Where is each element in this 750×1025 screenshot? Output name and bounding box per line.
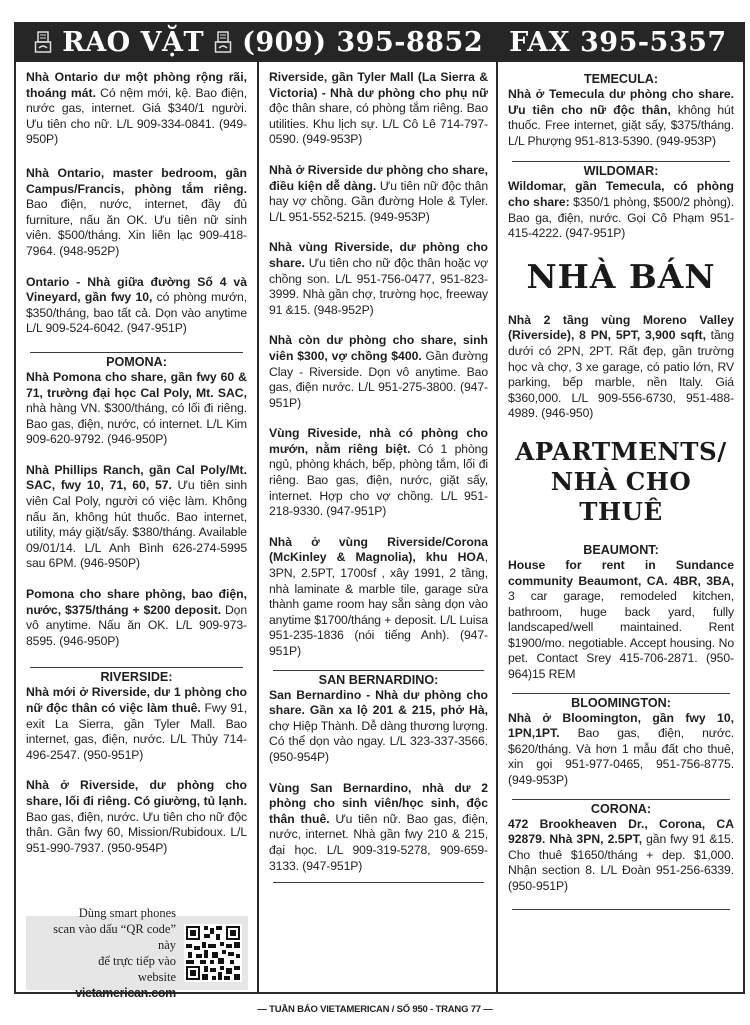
fax-machine-icon	[34, 30, 52, 54]
section-title-wildomar: WILDOMAR:	[583, 164, 659, 179]
classified-ad: Vùng San Bernardino, nhà dư 2 phòng cho sinh viên/học sinh, độc thân thuê. Ưu tiên nữ. Bao gas, điện, nước, internet. Nhà gần fwy 210 & 215, đại học. L/L 909-319-5278, 909-659-3133. (947-951P)	[269, 780, 488, 873]
page-header	[14, 22, 745, 62]
classified-ad: San Bernardino - Nhà dư phòng cho share. Gần xa lộ 201 & 215, phở Hà, chợ Hiệp Thành. Dễ dàng thương lượng. Có thể dọn vào ngay. L/L 323-337-3566. (950-954P)	[269, 687, 488, 764]
column-2	[257, 62, 497, 992]
header-fax: FAX 395-5357	[509, 26, 727, 58]
classified-ad: Nhà vùng Riverside, dư phòng cho share. Ưu tiên cho nữ độc thân hoặc vợ chồng son. L/L 951-756-0477, 951-823-3999. Nhà gần chợ, trường học, freeway 91 &15. (948-952P)	[269, 240, 488, 317]
classified-ad: Nhà ở vùng Riverside/Corona (McKinley & Magnolia), khu HOA, 3PN, 2.5PT, 1700sf , xây 1991, 2 tầng, nhà laminate & marble tile, garage sửa thành game room hay sẵn sàng dọn vào anytime $1700/tháng + deposit. L/L Luisa 951-235-1836 (nói tiếng Anh). (947-951P)	[269, 534, 488, 658]
classified-ad: Nhà ở Temecula dư phòng cho share. Ưu tiên cho nữ độc thân, không hút thuốc. Free internet, giặt sấy, $375/tháng. L/L Phượng 951-813-5390. (949-953P)	[508, 87, 734, 148]
fax-machine-icon	[214, 30, 232, 54]
classified-ad: Nhà còn dư phòng cho share, sinh viên $300, vợ chồng $400. Gần đường Clay - Riverside. Dọn vô anytime. Bao gas, điện nước. L/L 951-275-3800. (947-951P)	[269, 333, 488, 410]
heading-nha-ban: NHÀ BÁN	[526, 256, 716, 296]
website-link[interactable]: vietamerican.com	[75, 986, 176, 1000]
section-divider	[30, 667, 243, 668]
section-title-pomona: POMONA:	[106, 354, 167, 369]
classified-ad: Nhà Ontario dư một phòng rộng rãi, thoáng mát. Có nệm mới, kệ. Bao điện, nước gas, internet. Giá $340/1 người. Ưu tiên cho nữ. L/L 909-334-0841. (949-950P)	[26, 70, 247, 147]
classified-ad: Nhà Ontario, master bedroom, gần Campus/Francis, phòng tắm riêng. Bao điện, nước, internet, đầy đủ furniture, nấu ăn OK. Ưu tiên nữ sinh viên. $500/tháng. Xin liên lạc 909-418-7964. (948-952P)	[26, 165, 247, 258]
classified-ad: 472 Brookheaven Dr., Corona, CA 92879. Nhà 3PN, 2.5PT, gần fwy 91 &15. Cho thuê $1650/tháng + dep. $1,000. Nhận section 8. L/L Đoàn 951-256-6339. (950-951P)	[508, 816, 734, 893]
qr-code-icon	[184, 924, 242, 982]
section-title-bloomington: BLOOMINGTON:	[571, 695, 671, 710]
qr-promo-text: Dùng smart phones scan vào dấu “QR code” này để trực tiếp vào website vietamerican.com	[53, 906, 176, 1000]
column-3	[496, 62, 743, 992]
section-divider	[273, 882, 484, 883]
qr-promo-box	[26, 906, 248, 1000]
section-divider	[512, 799, 730, 800]
classified-ad: Pomona cho share phòng, bao điện, nước, $375/tháng + $200 deposit. Dọn vô anytime. Nấu ăn OK. L/L 909-973-8595. (946-950P)	[26, 587, 248, 648]
classified-ad: Riverside, gần Tyler Mall (La Sierra & Victoria) - Nhà dư phòng cho phụ nữ độc thân share, có phòng tắm riêng. Bao utilities. Khu lịch sự. L/L Cô Lê 714-797-0590. (949-953P)	[269, 70, 488, 147]
section-title-temecula: TEMECULA:	[583, 72, 659, 86]
classified-ad: Nhà Phillips Ranch, gần Cal Poly/Mt. SAC, fwy 10, 71, 60, 57. Ưu tiên sinh viên Cal Poly, người có việc làm. Không nấu ăn, không hút thuốc. Bao internet, utility, máy giặt/sấy. $380/tháng. Available 09/01/14. L/L Anh Bình 626-274-5995 sau 6PM. (946-950P)	[26, 462, 247, 571]
page-footer: — TUẦN BÁO VIETAMERICAN / SỐ 950 - TRANG 77 —	[257, 1004, 493, 1015]
section-title-san-bernardino: SAN BERNARDINO:	[318, 672, 439, 687]
classified-ad: Nhà Pomona cho share, gần fwy 60 & 71, trường đại học Cal Poly, Mt. SAC, nhà hàng VN. $300/tháng, có lối đi riêng. Bao gas, điện, nước, có internet. L/L Kim 909-620-9792. (946-950P)	[26, 369, 247, 447]
section-divider	[512, 161, 730, 162]
classified-ad: Nhà ở Bloomington, gần fwy 10, 1PN,1PT. Bao gas, điện, nước. $620/tháng. Và hơn 1 mẫu đất cho thuê, xin gọi 951-977-0465, 951-756-8775. (949-953P)	[508, 710, 734, 788]
classified-ad: Vùng Riveside, nhà có phòng cho mướn, nằm riêng biệt. Có 1 phòng ngủ, phòng khách, bếp, phòng tắm, lối đi riêng. Bao gas, điện, nước, giặt sấy, internet. Hợp cho vợ chồng. L/L 951-218-9330. (947-951P)	[269, 426, 488, 519]
section-divider	[30, 352, 243, 353]
section-divider	[512, 693, 730, 694]
section-divider	[273, 670, 484, 671]
section-title-corona: CORONA:	[590, 801, 652, 816]
section-title-riverside: RIVERSIDE:	[100, 670, 173, 685]
section-title-beaumont: BEAUMONT:	[583, 542, 659, 557]
classified-ad: House for rent in Sundance community Beaumont, CA. 4BR, 3BA, 3 car garage, remodeled kitchen, bathroom, huge back yard, fully landscaped/well maintained. Rent $1900/mo. negotiable. Accept housing. No pet. Contact Srey 415-706-2871. (950-964)15 REM	[508, 557, 734, 682]
section-divider	[512, 909, 730, 910]
classified-ad: Nhà mới ở Riverside, dư 1 phòng cho nữ độc thân có việc làm thuê. Fwy 91, exit La Sierra, gần Tyler Mall. Bao internet, gas, điện, nước. L/L Thủy 714-496-2547. (950-951P)	[26, 685, 247, 762]
classified-ad: Nhà ở Riverside dư phòng cho share, điều kiện dễ dàng. Ưu tiên nữ độc thân hay vợ chồng. Gần đường Hole & Tyler. L/L 951-552-5215. (949-953P)	[269, 162, 488, 224]
header-phone: (909) 395-8852	[242, 26, 484, 58]
classified-ad: Nhà 2 tầng vùng Moreno Valley (Riverside), 8 PN, 5PT, 3,900 sqft, tầng dưới có 2PN, 2PT. Rất đẹp, gần trường học và chợ, 3 xe garage, có patio lớn, RV parking, bếp marble, nền Italy. Giá $360,000. L/L 909-556-6730, 951-488-4989. (946-950)	[508, 312, 735, 421]
column-1	[16, 62, 256, 992]
header-title: RAO VẶT	[62, 26, 205, 58]
classified-ad: Wildomar, gần Temecula, có phòng cho share: $350/1 phòng, $500/2 phòng). Bao ga, điện, nước. Gọi Cô Phạm 951-415-4222. (947-951P)	[508, 179, 734, 241]
classified-ad: Ontario - Nhà giữa đường Số 4 và Vineyard, gần fwy 10, có phòng mướn, $350/tháng, bao tất cả. Dọn vào anytime L/L 909-524-6042. (947-951P)	[26, 274, 247, 336]
heading-apartments: APARTMENTS/ NHÀ CHO THUÊ	[515, 436, 727, 526]
classified-ad: Nhà ở Riverside, dư phòng cho share, lối đi riêng. Có giường, tủ lạnh. Bao gas, điện, nước. Ưu tiên cho nữ độc thân. Gần fwy 60, Mission/Rubidoux. L/L 951-990-7937. (950-954P)	[26, 778, 247, 855]
